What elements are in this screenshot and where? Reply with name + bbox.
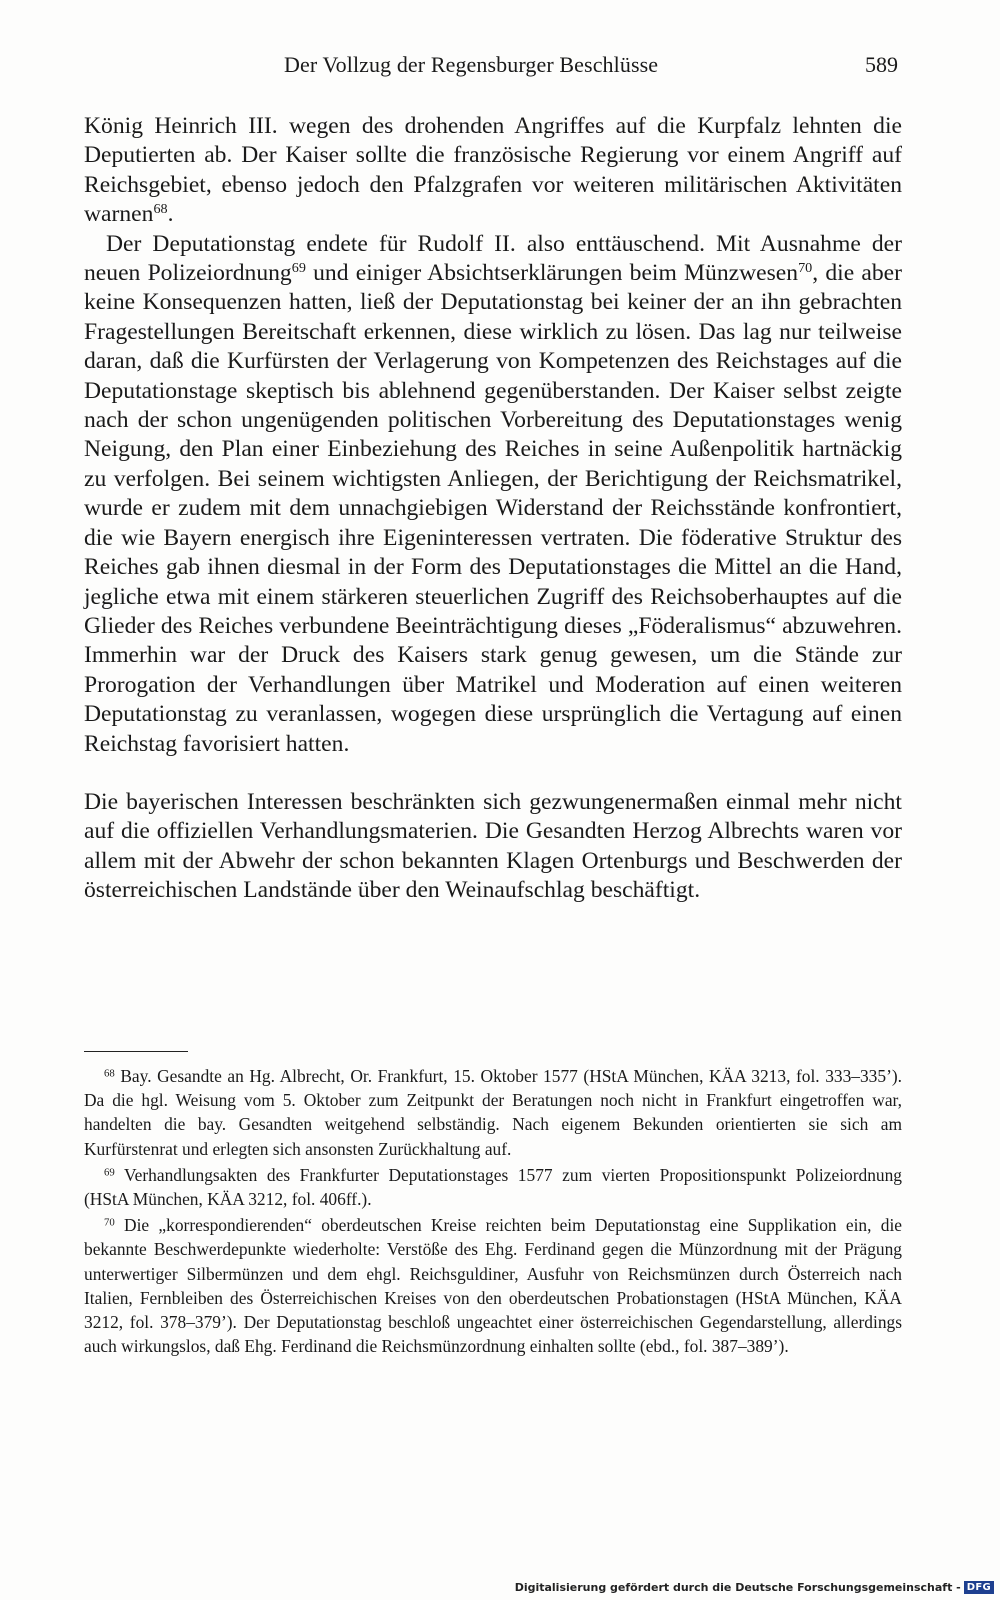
footnote-text: Die „korrespondierenden“ oberdeutschen Kreise reichten beim Deputationstag eine Supplikation ein, die bekannte Beschwerdepunkte wiederholte: Verstöße des Ehg. Ferdinand gegen die Münzordnung mit der Prägung unterwertiger Silbermünzen und dem ehgl. Reichsguldiner, Ausfuhr von Reichsmünzen durch Österreich nach Italien, Fernbleiben des Österreichischen Kreises von den oberdeutschen Probationstagen (HStA München, KÄA 3212, fol. 378–379’). Der Deputationstag beschloß ungeachtet einer österreichischen Gegendarstellung, allerdings auch wirkungslos, daß Ehg. Ferdinand die Reichsmünzordnung einhalten sollte (ebd., fol. 387–389’). [84, 1215, 902, 1357]
digitization-credit [515, 1581, 994, 1594]
paragraph-2-text-b: und einiger Absichtserklärungen beim Münzwesen [305, 260, 799, 287]
body-text [84, 112, 902, 906]
footnote-ref-69[interactable]: 69 [291, 260, 306, 277]
footnote-70 [84, 1213, 902, 1358]
footnote-rule [84, 1051, 188, 1052]
paragraph-2-text-c: , die aber keine Konsequenzen hatten, ließ der Deputationstag bei keiner der an ihn gebrachten Fragestellungen Bereitschaft erkennen, diese wirklich zu lösen. Das lag nur teilweise daran, daß die Kurfürsten der Verlagerung von Kompetenzen des Reichstages auf die Deputationstage skeptisch bis ablehnend gegenüberstanden. Der Kaiser selbst zeigte nach der schon ungenügenden politischen Vorbereitung des Deputationstages wenig Neigung, den Plan einer Einbeziehung des Reiches in seine Außenpolitik hartnäckig zu verfolgen. Bei seinem wichtigsten Anliegen, der Berichtigung der Reichsmatrikel, wurde er zudem mit dem unnachgiebigen Widerstand der Reichsstände konfrontiert, die wie Bayern energisch ihre Eigeninteressen vertraten. Die föderative Struktur des Reiches gab ihnen diesmal in der Form des Deputationstages die Mittel an die Hand, jegliche etwa mit einem stärkeren steuerlichen Zugriff des Reichsoberhauptes auf die Glieder des Reiches verbundene Beeinträchtigung dieses „Föderalismus“ abzuwehren. Immerhin war der Druck des Kaisers stark genug gewesen, um die Stände zur Prorogation der Verhandlungen über Matrikel und Moderation auf einen weiteren Deputationstag zu veranlassen, wogegen diese ursprünglich die Vertagung auf einen Reichstag favorisiert hatten. [84, 260, 902, 757]
footnote-number: 68 [104, 1067, 115, 1080]
paragraph-2 [84, 230, 902, 759]
dfg-logo: DFG [964, 1581, 994, 1594]
paragraph-1 [84, 112, 902, 230]
paragraph-2-text-a: Der Deputationstag endete für Rudolf II. also enttäuschend. Mit Ausnahme der neuen Polizeiordnung [84, 230, 902, 287]
footnote-number: 69 [104, 1166, 115, 1179]
footnote-number: 70 [104, 1216, 115, 1229]
page-number: 589 [865, 52, 898, 77]
footnote-text: Bay. Gesandte an Hg. Albrecht, Or. Frankfurt, 15. Oktober 1577 (HStA München, KÄA 3213, fol. 333–335’). Da die hgl. Weisung vom 5. Oktober zum Zeitpunkt der Beratungen noch nicht in Frankfurt eingetroffen war, handelten die bay. Gesandten weitgehend selbständig. Nach eigenem Bekunden orientierten sie sich am Kurfürstenrat und erlegten sich ansonsten Zurückhaltung auf. [84, 1066, 902, 1159]
footnotes [84, 1064, 902, 1358]
paragraph-3: Die bayerischen Interessen beschränkten sich gezwungenermaßen einmal mehr nicht auf die offiziellen Verhandlungsmaterien. Die Gesandten Herzog Albrechts waren vor allem mit der Abwehr der schon bekannten Klagen Ortenburgs und Beschwerden der österreichischen Landstände über den Weinaufschlag beschäftigt. [84, 788, 902, 904]
footnote-ref-68[interactable]: 68 [153, 201, 168, 218]
footnote-69 [84, 1163, 902, 1211]
running-head [84, 52, 898, 88]
footnote-68 [84, 1064, 902, 1161]
running-title: Der Vollzug der Regensburger Beschlüsse [284, 52, 659, 77]
credit-text: Digitalisierung gefördert durch die Deutsche Forschungsgemeinschaft - [514, 1581, 961, 1594]
paragraph-1-end: . [167, 201, 174, 228]
paragraph-1-text: König Heinrich III. wegen des drohenden Angriffes auf die Kurpfalz lehnten die Deputierten ab. Der Kaiser sollte die französische Regierung vor einem Angriff auf Reichsgebiet, ebenso jedoch den Pfalzgrafen vor weiteren militärischen Aktivitäten warnen [84, 113, 902, 228]
footnote-ref-70[interactable]: 70 [798, 260, 813, 277]
footnote-text: Verhandlungsakten des Frankfurter Deputationstages 1577 zum vierten Propositionspunkt Polizeiordnung (HStA München, KÄA 3212, fol. 406ff.). [84, 1164, 902, 1210]
